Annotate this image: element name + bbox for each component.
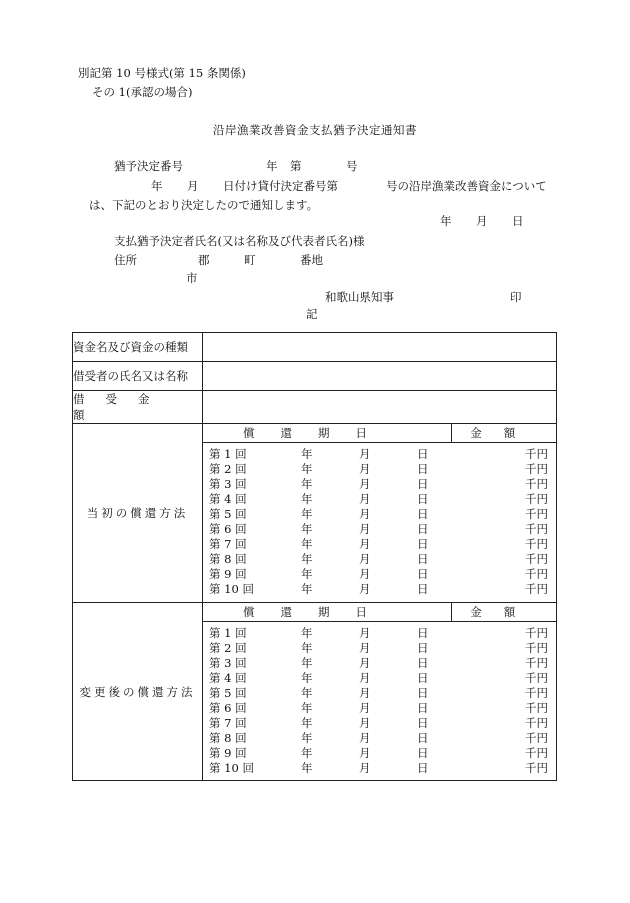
year-unit: 年 bbox=[301, 492, 313, 506]
initial-repayment-table bbox=[203, 424, 556, 602]
initial-repayment-section bbox=[73, 424, 557, 603]
day-unit: 日 bbox=[417, 761, 429, 775]
year-unit: 年 bbox=[301, 746, 313, 760]
fund-name-label: 資金名及び資金の種類 bbox=[73, 333, 203, 362]
body-line2: は、下記のとおり決定したので通知します。 bbox=[89, 198, 319, 212]
amount-unit: 千円 bbox=[525, 731, 548, 745]
installment-no: 第 4 回 bbox=[209, 492, 247, 506]
address-label: 住所 bbox=[114, 253, 137, 267]
year-unit: 年 bbox=[301, 462, 313, 476]
installment-no: 第 6 回 bbox=[209, 522, 247, 536]
body-end: 号の沿岸漁業改善資金について bbox=[386, 179, 547, 193]
month-unit: 月 bbox=[359, 582, 371, 596]
day-unit: 日 bbox=[417, 507, 429, 521]
amount-unit: 千円 bbox=[525, 656, 548, 670]
seal-mark: 印 bbox=[510, 290, 522, 304]
day-unit: 日 bbox=[417, 492, 429, 506]
year-unit: 年 bbox=[301, 641, 313, 655]
amount-unit: 千円 bbox=[525, 761, 548, 775]
revised-repayment-section bbox=[73, 603, 557, 781]
month-unit: 月 bbox=[359, 537, 371, 551]
address-machi: 町 bbox=[244, 253, 256, 267]
year-unit: 年 bbox=[301, 671, 313, 685]
installment-no: 第 10 回 bbox=[209, 582, 254, 596]
amount-unit: 千円 bbox=[525, 522, 548, 536]
table-row bbox=[203, 701, 556, 716]
amount-unit: 千円 bbox=[525, 686, 548, 700]
year-unit: 年 bbox=[301, 716, 313, 730]
day-unit: 日 bbox=[417, 716, 429, 730]
table-row bbox=[203, 537, 556, 552]
month-unit: 月 bbox=[359, 686, 371, 700]
day-unit: 日 bbox=[417, 552, 429, 566]
amount-unit: 千円 bbox=[525, 626, 548, 640]
installment-no: 第 3 回 bbox=[209, 477, 247, 491]
amount-unit: 千円 bbox=[525, 746, 548, 760]
address-shi: 市 bbox=[186, 271, 198, 285]
installment-no: 第 7 回 bbox=[209, 716, 247, 730]
month-unit: 月 bbox=[359, 731, 371, 745]
year-unit: 年 bbox=[301, 686, 313, 700]
installment-no: 第 9 回 bbox=[209, 746, 247, 760]
table-row bbox=[203, 582, 556, 597]
amount-unit: 千円 bbox=[525, 567, 548, 581]
case-label: その 1(承認の場合) bbox=[92, 85, 193, 99]
year-unit: 年 bbox=[301, 507, 313, 521]
table-row bbox=[203, 671, 556, 686]
installment-no: 第 8 回 bbox=[209, 552, 247, 566]
day-unit: 日 bbox=[417, 656, 429, 670]
day-unit: 日 bbox=[417, 746, 429, 760]
form-number: 別記第 10 号様式(第 15 条関係) bbox=[78, 66, 246, 80]
day-unit: 日 bbox=[417, 671, 429, 685]
day-unit: 日 bbox=[417, 522, 429, 536]
amount-unit: 千円 bbox=[525, 492, 548, 506]
month-unit: 月 bbox=[359, 507, 371, 521]
repayment-date-header: 償還期日 bbox=[203, 424, 451, 443]
initial-repayment-label: 当初の償還方法 bbox=[73, 424, 203, 603]
body-text: 日付け貸付決定番号第 bbox=[223, 179, 338, 193]
table-row bbox=[203, 507, 556, 522]
amount-unit: 千円 bbox=[525, 447, 548, 461]
installment-no: 第 5 回 bbox=[209, 507, 247, 521]
day-unit: 日 bbox=[417, 731, 429, 745]
day-unit: 日 bbox=[417, 567, 429, 581]
day-unit: 日 bbox=[417, 477, 429, 491]
year-unit: 年 bbox=[301, 477, 313, 491]
day-unit: 日 bbox=[417, 537, 429, 551]
month-unit: 月 bbox=[359, 447, 371, 461]
year-unit: 年 bbox=[301, 522, 313, 536]
details-table bbox=[72, 332, 557, 781]
body-year: 年 bbox=[151, 179, 163, 193]
month-unit: 月 bbox=[359, 761, 371, 775]
installment-no: 第 2 回 bbox=[209, 641, 247, 655]
amount-unit: 千円 bbox=[525, 582, 548, 596]
month-unit: 月 bbox=[359, 567, 371, 581]
table-row bbox=[203, 746, 556, 761]
ki-label: 記 bbox=[306, 307, 318, 321]
month-unit: 月 bbox=[359, 477, 371, 491]
table-row bbox=[203, 761, 556, 776]
decision-no-suffix: 号 bbox=[346, 159, 358, 173]
table-row bbox=[203, 522, 556, 537]
amount-unit: 千円 bbox=[525, 716, 548, 730]
amount-unit: 千円 bbox=[525, 537, 548, 551]
month-unit: 月 bbox=[359, 656, 371, 670]
day-unit: 日 bbox=[417, 447, 429, 461]
revised-repayment-label: 変更後の償還方法 bbox=[73, 603, 203, 781]
loan-amount-label: 借受金額 bbox=[73, 391, 203, 424]
amount-unit: 千円 bbox=[525, 462, 548, 476]
month-unit: 月 bbox=[359, 552, 371, 566]
year-unit: 年 bbox=[301, 626, 313, 640]
installment-no: 第 9 回 bbox=[209, 567, 247, 581]
day-unit: 日 bbox=[417, 462, 429, 476]
recipient-name-label: 支払猶予決定者氏名(又は名称及び代表者氏名)様 bbox=[114, 234, 365, 248]
month-unit: 月 bbox=[359, 701, 371, 715]
year-unit: 年 bbox=[301, 701, 313, 715]
month-unit: 月 bbox=[359, 641, 371, 655]
month-unit: 月 bbox=[359, 626, 371, 640]
installment-no: 第 2 回 bbox=[209, 462, 247, 476]
decision-number-label: 猶予決定番号 bbox=[114, 159, 183, 173]
table-row bbox=[203, 656, 556, 671]
amount-unit: 千円 bbox=[525, 552, 548, 566]
table-row bbox=[203, 552, 556, 567]
installment-no: 第 10 回 bbox=[209, 761, 254, 775]
table-row bbox=[203, 492, 556, 507]
day-unit: 日 bbox=[417, 641, 429, 655]
borrower-name-cell[interactable] bbox=[203, 362, 557, 391]
year-unit: 年 bbox=[301, 656, 313, 670]
date-day: 日 bbox=[512, 214, 524, 228]
year-unit: 年 bbox=[301, 537, 313, 551]
table-row bbox=[203, 686, 556, 701]
year-unit: 年 bbox=[301, 761, 313, 775]
revised-repayment-table bbox=[203, 603, 556, 780]
table-row bbox=[203, 731, 556, 746]
year-unit: 年 bbox=[301, 552, 313, 566]
day-unit: 日 bbox=[417, 686, 429, 700]
month-unit: 月 bbox=[359, 522, 371, 536]
repayment-date-header: 償還期日 bbox=[203, 603, 451, 622]
month-unit: 月 bbox=[359, 492, 371, 506]
installment-no: 第 1 回 bbox=[209, 447, 247, 461]
date-month: 月 bbox=[476, 214, 488, 228]
decision-year: 年 bbox=[266, 159, 278, 173]
table-row bbox=[203, 567, 556, 582]
year-unit: 年 bbox=[301, 447, 313, 461]
day-unit: 日 bbox=[417, 582, 429, 596]
date-year: 年 bbox=[440, 214, 452, 228]
month-unit: 月 bbox=[359, 671, 371, 685]
installment-no: 第 7 回 bbox=[209, 537, 247, 551]
day-unit: 日 bbox=[417, 701, 429, 715]
amount-unit: 千円 bbox=[525, 641, 548, 655]
installment-no: 第 6 回 bbox=[209, 701, 247, 715]
fund-name-cell[interactable] bbox=[203, 333, 557, 362]
day-unit: 日 bbox=[417, 626, 429, 640]
issuer-name: 和歌山県知事 bbox=[325, 290, 394, 304]
table-row bbox=[203, 626, 556, 641]
amount-unit: 千円 bbox=[525, 701, 548, 715]
amount-header: 金額 bbox=[451, 603, 556, 622]
table-row bbox=[203, 716, 556, 731]
year-unit: 年 bbox=[301, 567, 313, 581]
installment-no: 第 4 回 bbox=[209, 671, 247, 685]
table-row bbox=[203, 477, 556, 492]
installment-no: 第 1 回 bbox=[209, 626, 247, 640]
month-unit: 月 bbox=[359, 462, 371, 476]
amount-unit: 千円 bbox=[525, 507, 548, 521]
loan-amount-cell[interactable] bbox=[203, 391, 557, 424]
installment-no: 第 5 回 bbox=[209, 686, 247, 700]
document-title: 沿岸漁業改善資金支払猶予決定通知書 bbox=[213, 123, 417, 137]
address-banchi: 番地 bbox=[300, 253, 323, 267]
table-row bbox=[203, 462, 556, 477]
table-row bbox=[203, 447, 556, 462]
amount-unit: 千円 bbox=[525, 477, 548, 491]
month-unit: 月 bbox=[359, 716, 371, 730]
installment-no: 第 3 回 bbox=[209, 656, 247, 670]
amount-unit: 千円 bbox=[525, 671, 548, 685]
year-unit: 年 bbox=[301, 731, 313, 745]
year-unit: 年 bbox=[301, 582, 313, 596]
body-month: 月 bbox=[187, 179, 199, 193]
amount-header: 金額 bbox=[451, 424, 556, 443]
installment-no: 第 8 回 bbox=[209, 731, 247, 745]
decision-no-prefix: 第 bbox=[290, 159, 302, 173]
month-unit: 月 bbox=[359, 746, 371, 760]
borrower-name-label: 借受者の氏名又は名称 bbox=[73, 362, 203, 391]
table-row bbox=[203, 641, 556, 656]
address-gun: 郡 bbox=[198, 253, 210, 267]
